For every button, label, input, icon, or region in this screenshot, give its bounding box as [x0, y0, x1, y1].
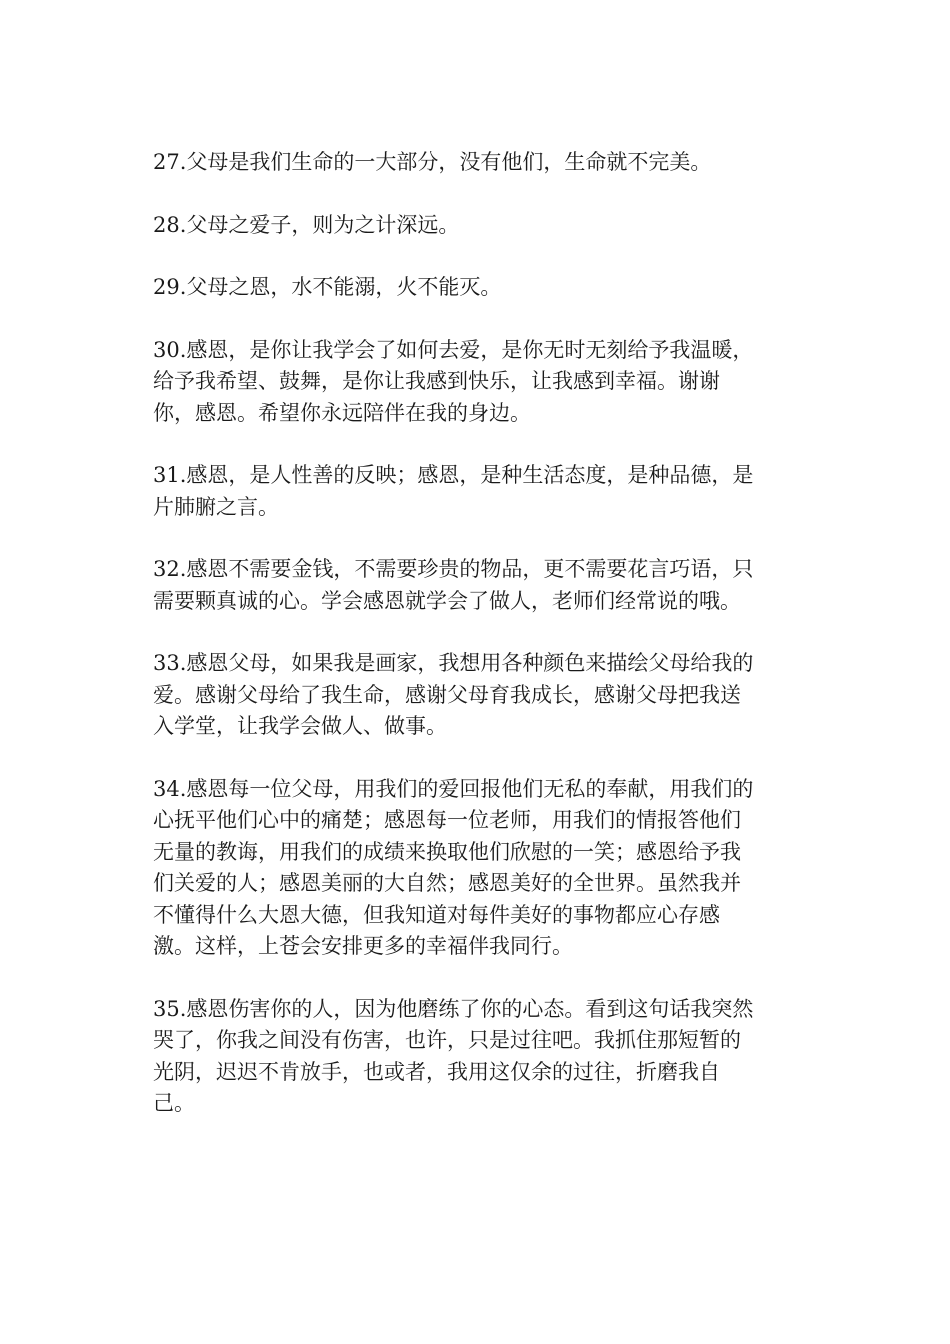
text-line: 给予我希望、鼓舞，是你让我感到快乐，让我感到幸福。谢谢	[153, 369, 720, 393]
paragraph-29	[153, 272, 795, 304]
paragraph-34	[153, 774, 795, 963]
paragraph-33	[153, 648, 795, 743]
text-line: 27.父母是我们生命的一大部分，没有他们，生命就不完美。	[153, 150, 712, 174]
text-line: 不懂得什么大恩大德，但我知道对每件美好的事物都应心存感	[153, 902, 720, 927]
paragraph-30	[153, 335, 795, 430]
text-line: 33.感恩父母，如果我是画家，我想用各种颜色来描绘父母给我的	[153, 651, 754, 675]
text-line: 们关爱的人；感恩美丽的大自然；感恩美好的全世界。虽然我并	[153, 871, 741, 895]
text-line: 己。	[153, 1091, 195, 1115]
text-line: 无量的教诲，用我们的成绩来换取他们欣慰的一笑；感恩给予我	[153, 839, 741, 864]
text-line: 光阴，迟迟不肯放手，也或者，我用这仅余的过往，折磨我自	[153, 1059, 720, 1084]
paragraph-32	[153, 554, 795, 617]
text-line: 31.感恩，是人性善的反映；感恩，是种生活态度，是种品德，是	[153, 463, 754, 487]
paragraph-28	[153, 210, 795, 242]
document-body	[153, 147, 795, 1151]
text-line: 35.感恩伤害你的人，因为他磨练了你的心态。看到这句话我突然	[153, 996, 754, 1021]
text-line: 激。这样，上苍会安排更多的幸福伴我同行。	[153, 934, 573, 958]
paragraph-35	[153, 994, 795, 1120]
text-line: 34.感恩每一位父母，用我们的爱回报他们无私的奉献，用我们的	[153, 776, 754, 801]
text-line: 爱。感谢父母给了我生命，感谢父母育我成长，感谢父母把我送	[153, 682, 741, 707]
text-line: 心抚平他们心中的痛楚；感恩每一位老师，用我们的情报答他们	[153, 808, 741, 832]
text-line: 需要颗真诚的心。学会感恩就学会了做人，老师们经常说的哦。	[153, 588, 741, 613]
text-line: 28.父母之爱子，则为之计深远。	[153, 212, 460, 237]
text-line: 入学堂，让我学会做人、做事。	[153, 714, 447, 738]
text-line: 哭了，你我之间没有伤害，也许，只是过往吧。我抓住那短暂的	[153, 1028, 741, 1052]
text-line: 32.感恩不需要金钱，不需要珍贵的物品，更不需要花言巧语，只	[153, 557, 754, 581]
text-line: 你，感恩。希望你永远陪伴在我的身边。	[153, 400, 531, 425]
text-line: 30.感恩，是你让我学会了如何去爱，是你无时无刻给予我温暖，	[153, 337, 754, 362]
paragraph-31	[153, 460, 795, 523]
paragraph-27	[153, 147, 795, 179]
text-line: 29.父母之恩，水不能溺，火不能灭。	[153, 275, 502, 299]
text-line: 片肺腑之言。	[153, 494, 279, 519]
